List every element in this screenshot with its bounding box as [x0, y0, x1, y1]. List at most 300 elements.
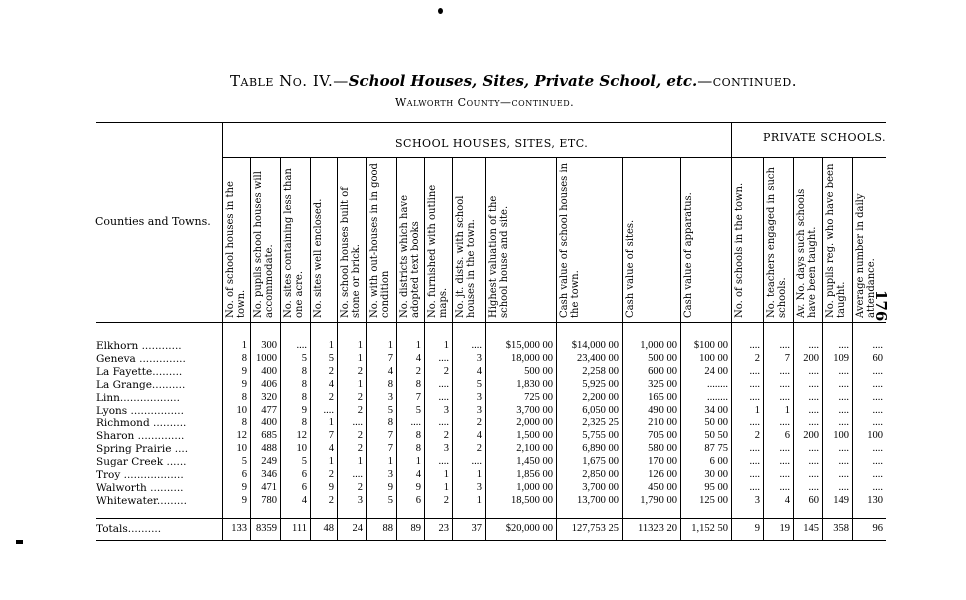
title-main: School Houses, Sites, Private School, etc.: [348, 72, 698, 90]
column-header: No. furnished with outline maps.: [427, 184, 449, 318]
table-cell: 50 00: [704, 417, 728, 429]
table-cell: 1: [415, 340, 421, 351]
table-cell: 7: [387, 430, 393, 442]
table-cell: ....: [779, 365, 790, 377]
column-header: No. jt. dists. with school houses in the town.: [455, 195, 477, 318]
table-cell: 34 00: [704, 404, 728, 416]
table-cell: 8: [241, 352, 247, 364]
page-number: 176: [872, 290, 890, 322]
table-cell: 7: [415, 391, 421, 403]
table-cell: 1: [443, 481, 449, 493]
table-cell: 6: [784, 430, 790, 442]
column-header: Av. No. days such schools have been taught.: [796, 188, 818, 318]
table-cell: ....: [749, 443, 760, 455]
table-cell: 9: [241, 378, 247, 390]
table-cell: 4: [328, 443, 334, 455]
totals-cell: 127,753 25: [571, 523, 619, 534]
table-cell: ....: [808, 481, 819, 493]
table-cell: 3: [476, 352, 482, 364]
column-header: No. of school houses in the town.: [225, 181, 247, 318]
table-cell: 1: [387, 456, 393, 468]
table-cell: 3: [387, 469, 393, 480]
table-cell: 400: [261, 365, 277, 377]
table-cell: ....: [838, 481, 849, 493]
table-cell: 1: [328, 340, 334, 351]
table-cell: ....: [438, 456, 449, 468]
table-cell: 9: [241, 494, 247, 506]
table-cell: 18,000 00: [511, 352, 553, 364]
table-cell: 2: [357, 443, 363, 455]
title-suffix: —continued.: [697, 72, 797, 90]
totals-cell: $20,000 00: [505, 523, 553, 534]
table-cell: ....: [749, 378, 760, 390]
table-cell: 6: [415, 494, 421, 506]
table-cell: ....: [838, 404, 849, 416]
table-cell: ....: [808, 443, 819, 455]
table-cell: 8: [301, 365, 307, 377]
table-cell: 9: [328, 481, 334, 493]
table-cell: ....: [838, 391, 849, 403]
table-cell: 500 00: [524, 365, 553, 377]
table-cell: ....: [872, 378, 883, 390]
table-cell: 1: [357, 352, 363, 364]
table-cell: 2,200 00: [582, 391, 619, 403]
table-cell: 5: [301, 456, 307, 468]
table-cell: 600 00: [648, 365, 677, 377]
table-cell: ....: [749, 481, 760, 493]
table-cell: 100: [867, 430, 883, 442]
table-cell: 320: [261, 391, 277, 403]
table-cell: 3: [476, 404, 482, 416]
table-cell: 300: [261, 340, 277, 351]
table-cell: ....: [838, 443, 849, 455]
table-cell: 8: [301, 378, 307, 390]
table-cell: 8: [301, 391, 307, 403]
table-cell: 1: [241, 340, 247, 351]
table-cell: ....: [838, 417, 849, 429]
column-header: No. districts which have adopted text books: [399, 195, 421, 318]
table-cell: ....: [471, 340, 482, 351]
table-top-rule: [96, 122, 886, 123]
table-cell: 9: [301, 404, 307, 416]
table-cell: 1: [784, 404, 790, 416]
table-cell: ....: [808, 391, 819, 403]
table-cell: 4: [387, 365, 393, 377]
table-cell: 100: [833, 430, 849, 442]
table-cell: 1: [328, 456, 334, 468]
table-cell: 8: [387, 417, 393, 429]
town-name: Sharon ..............: [96, 430, 185, 443]
totals-cell: 1,152 50: [691, 523, 728, 534]
table-title: [230, 72, 797, 90]
table-cell: 8: [241, 391, 247, 403]
column-header: No. pupils school houses will accommodate.: [253, 171, 275, 318]
table-cell: 165 00: [648, 391, 677, 403]
column-header: Highest valuation of the school house and site.: [488, 195, 510, 318]
table-cell: 60: [872, 352, 883, 364]
table-cell: 109: [833, 352, 849, 364]
column-header: Cash value of sites.: [625, 219, 636, 318]
town-name: Troy ..................: [96, 469, 184, 481]
table-cell: 2: [328, 494, 334, 506]
table-cell: 1,000 00: [516, 481, 553, 493]
table-cell: 3,700 00: [582, 481, 619, 493]
table-cell: 24 00: [704, 365, 728, 377]
table-cell: 2: [328, 365, 334, 377]
column-header: Cash value of school houses in the town.: [559, 162, 581, 318]
table-cell: 7: [387, 443, 393, 455]
table-cell: 2: [443, 494, 449, 506]
table-cell: 2,000 00: [516, 417, 553, 429]
column-header: No. with out-houses in in good condition: [369, 163, 391, 318]
table-cell: ....: [749, 417, 760, 429]
table-cell: 8: [415, 378, 421, 390]
table-cell: 1: [443, 340, 449, 351]
totals-cell: 89: [410, 523, 421, 534]
table-cell: 2: [357, 365, 363, 377]
table-cell: 6,050 00: [582, 404, 619, 416]
totals-cell: 145: [803, 523, 819, 534]
table-cell: 100 00: [699, 352, 728, 364]
totals-cell: 133: [231, 523, 247, 534]
table-cell: ....: [296, 340, 307, 351]
table-cell: 2: [357, 430, 363, 442]
table-cell: ....: [779, 391, 790, 403]
table-cell: 4: [415, 352, 421, 364]
table-cell: ....: [838, 378, 849, 390]
table-cell: 210 00: [648, 417, 677, 429]
table-cell: ....: [808, 469, 819, 480]
column-header: No. of schools in the town.: [734, 182, 745, 318]
table-cell: 2,325 25: [582, 417, 619, 429]
table-cell: $100 00: [693, 340, 728, 351]
table-cell: ....: [749, 340, 760, 351]
table-cell: 2: [357, 391, 363, 403]
table-cell: 705 00: [648, 430, 677, 442]
table-cell: ....: [779, 340, 790, 351]
town-name: Linn..................: [96, 391, 180, 404]
table-cell: 6: [241, 469, 247, 480]
table-cell: 1,500 00: [516, 430, 553, 442]
table-cell: 400: [261, 417, 277, 429]
table-cell: 2: [443, 430, 449, 442]
town-name: Spring Prairie ....: [96, 443, 189, 456]
totals-cell: 358: [833, 523, 849, 534]
private-schools-group-header: PRIVATE SCHOOLS.: [763, 131, 886, 144]
table-cell: 4: [784, 494, 790, 506]
table-cell: 5: [301, 352, 307, 364]
table-cell: 125 00: [699, 494, 728, 506]
table-cell: 1,790 00: [640, 494, 677, 506]
table-cell: 5,925 00: [582, 378, 619, 390]
table-cell: 6 00: [709, 456, 728, 468]
table-cell: ....: [872, 469, 883, 480]
table-cell: 488: [261, 443, 277, 455]
town-name: Lyons ................: [96, 404, 184, 417]
table-cell: 346: [261, 469, 277, 480]
table-cell: ....: [749, 391, 760, 403]
table-cell: 2: [328, 469, 334, 480]
table-cell: 7: [784, 352, 790, 364]
table-cell: ....: [872, 456, 883, 468]
table-cell: 1: [443, 469, 449, 480]
table-cell: ....: [779, 417, 790, 429]
table-cell: 1: [357, 378, 363, 390]
table-cell: 490 00: [648, 404, 677, 416]
column-header: No. pupils reg. who have been taught.: [825, 163, 847, 318]
table-cell: ....: [808, 404, 819, 416]
group-header-rule: [222, 157, 886, 158]
table-cell: ....: [838, 469, 849, 480]
table-cell: 18,500 00: [511, 494, 553, 506]
table-cell: ....: [410, 417, 421, 429]
table-cell: 200: [803, 352, 819, 364]
table-cell: 3: [443, 443, 449, 455]
table-cell: 1,000 00: [640, 340, 677, 351]
table-cell: 4: [476, 430, 482, 442]
table-cell: 1000: [256, 352, 277, 364]
table-cell: 8: [241, 417, 247, 429]
table-cell: 685: [261, 430, 277, 442]
town-name: Geneva ..............: [96, 352, 186, 365]
table-cell: 2,100 00: [516, 443, 553, 455]
town-name: La Fayette.........: [96, 365, 183, 378]
totals-cell: 11323 20: [638, 523, 677, 534]
table-cell: 1: [357, 340, 363, 351]
table-cell: 9: [241, 481, 247, 493]
table-cell: ....: [779, 481, 790, 493]
totals-cell: 96: [872, 523, 883, 534]
column-header: No. sites containing less than one acre.: [283, 168, 305, 318]
table-cell: ....: [438, 417, 449, 429]
table-cell: ....: [779, 443, 790, 455]
table-cell: 9: [241, 365, 247, 377]
town-name: Elkhorn ............: [96, 340, 182, 352]
table-cell: 2,850 00: [582, 469, 619, 480]
totals-cell: 8359: [256, 523, 277, 534]
ink-dot: [438, 8, 443, 14]
table-cell: 5: [241, 456, 247, 468]
table-cell: 50 50: [704, 430, 728, 442]
table-cell: 1: [476, 494, 482, 506]
table-cell: ....: [779, 456, 790, 468]
table-cell: ....: [323, 404, 334, 416]
table-cell: 8: [415, 443, 421, 455]
totals-cell: 37: [471, 523, 482, 534]
table-cell: 3,700 00: [516, 404, 553, 416]
table-cell: ....: [749, 469, 760, 480]
table-cell: 7: [328, 430, 334, 442]
table-cell: ....: [838, 340, 849, 351]
table-cell: ....: [808, 378, 819, 390]
table-cell: 8: [415, 430, 421, 442]
table-cell: 2: [357, 404, 363, 416]
table-cell: 1: [328, 417, 334, 429]
school-houses-group-header: SCHOOL HOUSES, SITES, ETC.: [395, 137, 589, 150]
table-cell: ....: [749, 365, 760, 377]
table-cell: 5: [476, 378, 482, 390]
table-cell: ........: [707, 391, 728, 403]
table-cell: 1: [476, 469, 482, 480]
county-subtitle: Walworth County—continued.: [395, 96, 575, 109]
table-cell: ....: [808, 456, 819, 468]
table-cell: 1: [357, 456, 363, 468]
table-cell: 1,856 00: [516, 469, 553, 480]
table-cell: 4: [476, 365, 482, 377]
town-name: La Grange..........: [96, 378, 186, 391]
column-header: Cash value of apparatus.: [683, 192, 694, 318]
table-cell: ........: [707, 378, 728, 390]
table-cell: 130: [867, 494, 883, 506]
town-name: Walworth ..........: [96, 481, 184, 494]
table-cell: ....: [838, 456, 849, 468]
table-cell: ....: [808, 365, 819, 377]
table-cell: 149: [833, 494, 849, 506]
table-cell: ....: [872, 417, 883, 429]
table-cell: 725 00: [524, 391, 553, 403]
table-cell: 9: [387, 481, 393, 493]
table-cell: ....: [872, 481, 883, 493]
table-cell: ....: [438, 378, 449, 390]
table-cell: 325 00: [648, 378, 677, 390]
table-cell: 9: [415, 481, 421, 493]
column-header: No. school houses built of stone or brick.: [340, 187, 362, 318]
totals-cell: 9: [754, 523, 760, 534]
table-cell: 5: [387, 404, 393, 416]
totals-rule: [96, 518, 886, 519]
totals-cell: 19: [779, 523, 790, 534]
table-cell: $15,000 00: [505, 340, 553, 351]
table-cell: 450 00: [648, 481, 677, 493]
table-cell: 3: [443, 404, 449, 416]
column-header: No. teachers engaged in such schools.: [766, 167, 788, 318]
table-cell: 2: [328, 391, 334, 403]
table-cell: 500 00: [648, 352, 677, 364]
totals-cell: 111: [292, 523, 307, 534]
table-cell: 4: [328, 378, 334, 390]
town-name: Sugar Creek ......: [96, 456, 187, 469]
totals-label: Totals..........: [96, 523, 162, 535]
counties-header: Counties and Towns.: [95, 215, 211, 228]
table-cell: 2: [443, 365, 449, 377]
table-cell: 2: [357, 481, 363, 493]
ink-mark: [16, 540, 23, 544]
table-cell: 5,755 00: [582, 430, 619, 442]
table-cell: 1,450 00: [516, 456, 553, 468]
table-cell: 95 00: [704, 481, 728, 493]
table-cell: ....: [808, 417, 819, 429]
table-cell: 13,700 00: [577, 494, 619, 506]
table-cell: 200: [803, 430, 819, 442]
table-cell: 471: [261, 481, 277, 493]
table-cell: 6,890 00: [582, 443, 619, 455]
table-cell: 4: [301, 494, 307, 506]
town-name: Whitewater.........: [96, 494, 187, 507]
table-cell: ....: [471, 456, 482, 468]
table-cell: 1,830 00: [516, 378, 553, 390]
table-cell: 87 75: [704, 443, 728, 455]
table-cell: 2: [754, 352, 760, 364]
table-cell: 8: [387, 378, 393, 390]
table-cell: ....: [352, 469, 363, 480]
table-cell: 2: [476, 443, 482, 455]
table-cell: 2: [476, 417, 482, 429]
totals-cell: 23: [438, 523, 449, 534]
table-cell: 5: [415, 404, 421, 416]
table-cell: 6: [301, 469, 307, 480]
table-cell: 23,400 00: [577, 352, 619, 364]
table-cell: ....: [779, 469, 790, 480]
table-cell: 12: [236, 430, 247, 442]
table-cell: 1,675 00: [582, 456, 619, 468]
table-cell: 249: [261, 456, 277, 468]
table-cell: 126 00: [648, 469, 677, 480]
title-prefix: Table No. IV.—: [230, 72, 349, 90]
table-cell: ....: [872, 391, 883, 403]
table-cell: ....: [808, 340, 819, 351]
town-name: Richmond ..........: [96, 417, 187, 430]
table-cell: 10: [236, 443, 247, 455]
table-cell: 8: [301, 417, 307, 429]
table-cell: 3: [357, 494, 363, 506]
table-cell: ....: [872, 365, 883, 377]
table-cell: 4: [415, 469, 421, 480]
table-cell: 7: [387, 352, 393, 364]
table-cell: 1: [415, 456, 421, 468]
column-header: Average number in daily attendance.: [855, 193, 877, 318]
table-cell: ....: [749, 456, 760, 468]
table-cell: ....: [352, 417, 363, 429]
table-cell: ....: [872, 404, 883, 416]
table-cell: ....: [838, 365, 849, 377]
table-cell: ....: [872, 340, 883, 351]
table-cell: 3: [387, 391, 393, 403]
table-bottom-rule: [96, 540, 886, 541]
table-cell: ....: [872, 443, 883, 455]
table-cell: 2: [754, 430, 760, 442]
table-cell: 10: [296, 443, 307, 455]
table-cell: 12: [296, 430, 307, 442]
table-cell: 780: [261, 494, 277, 506]
table-cell: 5: [387, 494, 393, 506]
table-cell: $14,000 00: [571, 340, 619, 351]
table-cell: 3: [476, 481, 482, 493]
table-cell: 3: [476, 391, 482, 403]
totals-cell: 88: [382, 523, 393, 534]
totals-cell: 48: [323, 523, 334, 534]
table-cell: 5: [328, 352, 334, 364]
table-cell: 3: [754, 494, 760, 506]
table-cell: ....: [779, 378, 790, 390]
table-cell: ....: [438, 352, 449, 364]
totals-cell: 24: [352, 523, 363, 534]
header-bottom-rule: [96, 322, 886, 323]
table-cell: 6: [301, 481, 307, 493]
table-cell: 2,258 00: [582, 365, 619, 377]
table-cell: ....: [438, 391, 449, 403]
table-cell: 60: [808, 494, 819, 506]
table-cell: 406: [261, 378, 277, 390]
table-cell: 30 00: [704, 469, 728, 480]
column-header: No. sites well enclosed.: [313, 198, 324, 318]
table-cell: 580 00: [648, 443, 677, 455]
table-cell: 10: [236, 404, 247, 416]
table-cell: 477: [261, 404, 277, 416]
table-cell: 2: [415, 365, 421, 377]
table-cell: 170 00: [648, 456, 677, 468]
table-cell: 1: [387, 340, 393, 351]
table-cell: 1: [754, 404, 760, 416]
